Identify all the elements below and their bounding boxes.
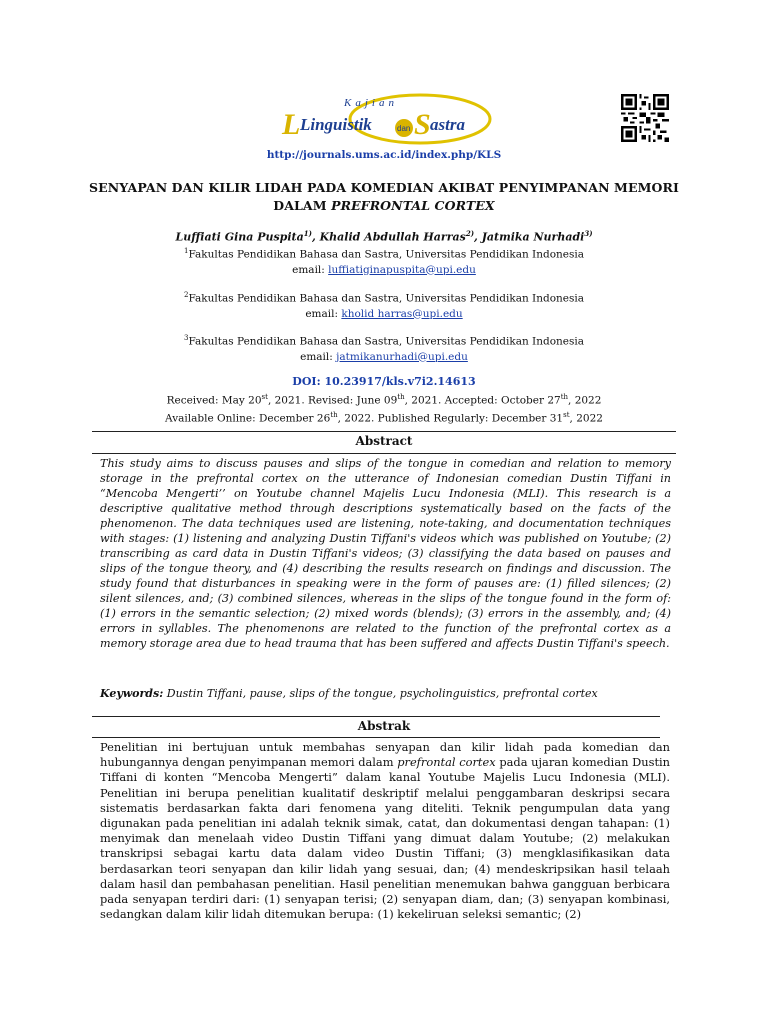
keywords [100,687,598,700]
svg-text:astra: astra [430,115,465,134]
affiliation-2: $^2$Fakultas Pendidikan Bahasa dan Sastra, Universitas Pendidikan Indonesia email: kholid harras@upi.edu [184,291,584,320]
abstract-body: This study aims to discuss pauses and slips of the tongue in comedian and relation to memory storage in the prefrontal cortex on the utterance of Indonesian comedian Dustin Tiffani in “Mencoba Mengerti’’ on Youtube channel Majelis Lucu Indonesia (MLI). This research is a descriptive qualitative method through descriptions systematically based on the facts of the phenomenon. The data techniques used are listening, note-taking, and documentation techniques with stages: (1) listening and analyzing Dustin Tiffani's videos which was published on Youtube; (2) transcribing as card data in Dustin Tiffani's videos; (3) classifying the data based on pauses and slips of the tongue theory, and (4) describing the results research on findings and discussion. The study found that disturbances in speaking were in the form of pauses are: (1) filled silences; (2) silent silences, and; (3) combined silences, whereas in the slips of the tongue found in the form of: (1) errors in the semantic selection; (2) mixed words (blends); (3) errors in the assembly, and; (4) errors in syllables. The phenomenons are related to the function of the prefrontal cortex as a memory storage area due to head trauma that has been suffered and affects Dustin Tiffani's speech. [100,457,671,650]
abstract-heading: Abstract [355,434,413,448]
paper-title [0,179,768,215]
svg-text:S: S [414,108,431,141]
divider [92,453,676,454]
logo-dan: dan [397,124,411,133]
svg-text:L: L [282,108,301,141]
email-link-3[interactable]: jatmikanurhadi@upi.edu [336,350,468,363]
divider [92,716,660,717]
affiliation-1: $^1$Fakultas Pendidikan Bahasa dan Sastra, Universitas Pendidikan Indonesia email: luffiatiginapuspita@upi.edu [184,247,584,276]
divider [92,737,660,738]
journal-url[interactable]: http://journals.ums.ac.id/index.php/KLS [266,149,502,161]
article-dates: Received: May 20st, 2021. Revised: June 09th, 2021. Accepted: October 27th, 2022 Available Online: December 26th, 2022. Published Regularly: December 31st, 2022 [165,393,603,424]
journal-logo [280,86,500,152]
author-1: Luffiati Gina Puspita [175,230,304,244]
logo-kajian: Kajian [344,97,398,109]
author-list: Luffiati Gina Puspita$^{1)}$, Khalid Abdullah Harras$^{2)}$, Jatmika Nurhadi$^{3)}$ [175,229,593,244]
qr-code[interactable] [621,94,669,142]
email-link-1[interactable]: luffiatiginapuspita@upi.edu [328,263,476,276]
keywords-text: Dustin Tiffani, pause, slips of the tongue, psycholinguistics, prefrontal cortex [163,687,598,700]
author-3: , Jatmika Nurhadi [474,230,585,244]
abstrak-body: Penelitian ini bertujuan untuk membahas senyapan dan kilir lidah pada komedian dan hubungannya dengan penyimpanan memori dalam prefrontal cortex pada ujaran komedian Dustin Tiffani di konten “Mencoba Mengerti” dalam kanal Youtube Majelis Lucu Indonesia (MLI). Penelitian ini berupa penelitian kualitatif deskriptif melalui penggambaran deskripsi secara sistematis berdasarkan fakta dari fenomena yang diteliti. Teknik pengumpulan data yang digunakan pada penelitian ini adalah teknik simak, catat, dan dokumentasi dengan tahapan: (1) menyimak dan menelaah video Dustin Tiffani yang dimuat dalam Youtube; (2) melakukan transkripsi sebagai kartu data dalam video Dustin Tiffani; (3) mengklasifikasikan data berdasarkan teori senyapan dan kilir lidah yang sesuai, dan; (4) mendeskripsikan hasil telaah dalam hasil dan pembahasan penelitian. Hasil penelitian menemukan bahwa gangguan berbicara pada senyapan terdiri dari: (1) senyapan terisi; (2) senyapan diam, dan; (3) senyapan kombinasi, sedangkan dalam kilir lidah ditemukan berupa: (1) kekeliruan seleksi semantic; (2) [100,740,670,922]
abstrak-heading: Abstrak [357,719,411,733]
author-2: , Khalid Abdullah Harras [311,230,466,244]
keywords-label: Keywords: [100,687,164,700]
title-line-1: SENYAPAN DAN KILIR LIDAH PADA KOMEDIAN AKIBAT PENYIMPANAN MEMORI [89,180,679,195]
doi-link[interactable]: DOI: 10.23917/kls.v7i2.14613 [292,375,476,388]
email-link-2[interactable]: kholid harras@upi.edu [341,307,463,320]
divider [92,431,676,432]
affiliation-3: $^3$Fakultas Pendidikan Bahasa dan Sastra, Universitas Pendidikan Indonesia email: jatmikanurhadi@upi.edu [184,334,584,363]
logo-linguistik: Linguistik [300,115,372,134]
title-line-2: DALAM PREFRONTAL CORTEX [273,198,495,213]
